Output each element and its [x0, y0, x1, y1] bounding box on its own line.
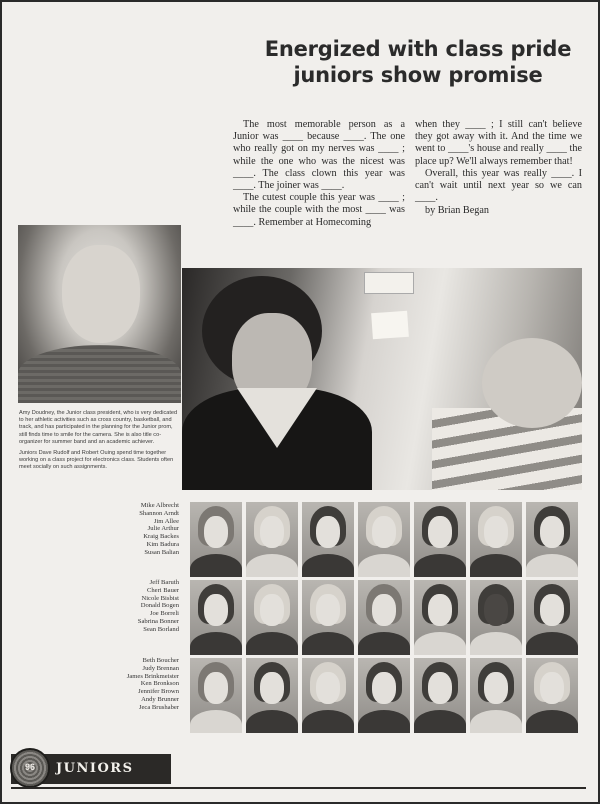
student-name: Andy Brunner — [141, 695, 179, 703]
student-portrait — [358, 580, 410, 655]
student-portrait — [246, 658, 298, 733]
student-name: Judy Brennan — [142, 664, 179, 672]
student-portrait — [302, 658, 354, 733]
portrait-shoulders — [190, 554, 242, 577]
student-name: Kim Badura — [146, 540, 179, 548]
portrait-face — [484, 516, 508, 548]
portrait-face — [204, 516, 228, 548]
student-name: Sabrina Bonner — [137, 617, 179, 625]
student-portrait — [190, 580, 242, 655]
portrait-shoulders — [302, 554, 354, 577]
page-number: 96 — [24, 762, 35, 772]
student-portrait — [302, 502, 354, 577]
portrait-face — [540, 516, 564, 548]
student-name: Ken Bronkson — [140, 680, 179, 688]
wall-note — [371, 311, 409, 339]
student-portrait-grid — [190, 502, 582, 733]
portrait-face — [62, 245, 140, 343]
story-column-left — [233, 119, 405, 229]
caption-project: Juniors Dave Rudolf and Robert Ouing spend time together working on a class project for electronics class. Students often meet socially on such assignments. — [19, 450, 174, 471]
portrait-face — [372, 594, 396, 626]
section-label: JUNIORS — [56, 761, 134, 776]
student-portrait — [526, 658, 578, 733]
student-name: Sean Borland — [143, 625, 179, 633]
student-name: Cheri Bauer — [146, 586, 179, 594]
student-portrait — [470, 580, 522, 655]
student-portrait — [246, 580, 298, 655]
portrait-face — [428, 672, 452, 704]
students-project-photo — [182, 268, 582, 490]
footer-rule — [11, 787, 586, 789]
portrait-face — [540, 594, 564, 626]
portrait-face — [316, 672, 340, 704]
wall-fixture — [364, 272, 414, 294]
headline-line-1: Energized with class pride — [264, 37, 572, 61]
portrait-shoulders — [526, 554, 578, 577]
student-name: Shannon Arndt — [139, 509, 179, 517]
portrait-shoulders — [470, 554, 522, 577]
student-portrait — [190, 658, 242, 733]
student-name: Nicole Bisbist — [141, 594, 179, 602]
photo-captions — [19, 410, 179, 476]
portrait-face — [484, 672, 508, 704]
student-portrait — [358, 658, 410, 733]
portrait-face — [204, 594, 228, 626]
student-portrait — [414, 658, 466, 733]
portrait-shoulders — [470, 632, 522, 655]
portrait-shoulders — [470, 710, 522, 733]
portrait-shoulders — [358, 710, 410, 733]
name-list-row-1 — [62, 502, 179, 557]
portrait-shoulders — [358, 554, 410, 577]
portrait-shoulders — [302, 632, 354, 655]
portrait-face — [260, 594, 284, 626]
portrait-face — [316, 516, 340, 548]
student-portrait — [358, 502, 410, 577]
student-name: James Brinkmeister — [126, 672, 179, 680]
portrait-face — [484, 594, 508, 626]
student-name: Jeff Baruth — [149, 579, 179, 586]
portrait-face — [428, 594, 452, 626]
story-column-right — [415, 119, 582, 218]
name-list-row-3 — [62, 657, 179, 712]
portrait-face — [372, 516, 396, 548]
portrait-sweater — [18, 345, 181, 403]
portrait-shoulders — [246, 710, 298, 733]
second-student-head — [482, 338, 582, 428]
student-name: Joe Borreli — [149, 610, 179, 618]
caption-portrait: Amy Doudney, the Junior class president, who is very dedicated to her athletic activities such as cross country, basketball, and track, and has participated in the planning for the Junior prom, still finds time to smile for the camera. She is also title co-organizer for summer band and an academic achiever. — [19, 410, 178, 445]
portrait-shoulders — [526, 632, 578, 655]
class-president-portrait-photo — [18, 225, 181, 403]
portrait-shoulders — [414, 554, 466, 577]
portrait-shoulders — [414, 632, 466, 655]
student-name: Jennifer Brown — [138, 688, 179, 696]
student-name: Jeca Brushaber — [138, 703, 179, 711]
portrait-shoulders — [246, 632, 298, 655]
portrait-shoulders — [414, 710, 466, 733]
story-paragraph: The cutest couple this year was ____ ; while the couple with the most ____ was ____. Remember at Homecoming — [233, 192, 405, 228]
student-portrait — [302, 580, 354, 655]
student-portrait — [526, 502, 578, 577]
student-name: Jim Allee — [153, 517, 179, 525]
student-name: Julie Arthur — [147, 525, 179, 533]
student-name: Mike Albrecht — [140, 502, 179, 509]
student-portrait — [526, 580, 578, 655]
portrait-face — [260, 672, 284, 704]
student-portrait — [414, 580, 466, 655]
student-name: Kraig Backes — [143, 533, 179, 541]
student-portrait — [246, 502, 298, 577]
portrait-face — [428, 516, 452, 548]
student-portrait — [190, 502, 242, 577]
name-list-row-2 — [62, 579, 179, 634]
portrait-face — [204, 672, 228, 704]
story-paragraph: The most memorable person as a Junior was ____ because ____. The one who really got on my nerves was ____ ; while the one who was the nicest was ____. The class clown this year was ____. The joiner was ____. — [233, 119, 405, 192]
headline-line-2: juniors show promise — [293, 63, 543, 87]
portrait-face — [372, 672, 396, 704]
portrait-shoulders — [358, 632, 410, 655]
portrait-shoulders — [246, 554, 298, 577]
portrait-shoulders — [190, 710, 242, 733]
portrait-shoulders — [190, 632, 242, 655]
portrait-face — [540, 672, 564, 704]
student-name: Beth Boucher — [142, 657, 179, 664]
story-paragraph: Overall, this year was really ____. I can't wait until next year so we can ____. — [415, 167, 582, 204]
student-name: Donald Bogen — [140, 602, 179, 610]
page-headline — [258, 36, 578, 88]
student-name: Susan Balian — [144, 548, 179, 556]
student-portrait — [470, 658, 522, 733]
byline: by Brian Began — [425, 205, 489, 217]
portrait-face — [260, 516, 284, 548]
portrait-shoulders — [302, 710, 354, 733]
student-portrait — [470, 502, 522, 577]
student-portrait — [414, 502, 466, 577]
story-paragraph: when they ____ ; I still can't believe they got away with it. And the time we went to ____'s house and really ____ the place up? We'll always remember that! — [415, 119, 582, 167]
portrait-shoulders — [526, 710, 578, 733]
portrait-face — [316, 594, 340, 626]
